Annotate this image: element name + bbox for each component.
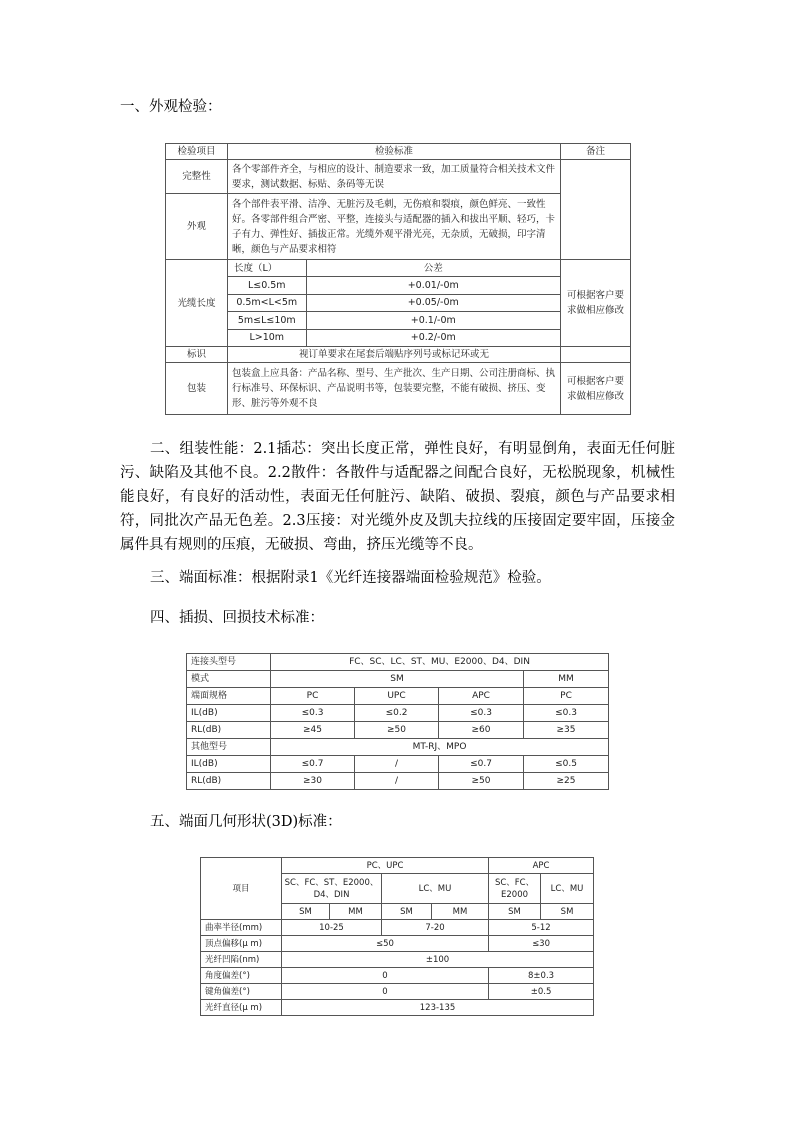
label-item: 项目 [201,858,282,920]
tolerance-value: +0.2/-0m [306,329,560,346]
header-remark: 备注 [561,144,631,160]
mode-mm: MM [524,671,609,688]
mode-cell: SM [282,904,330,920]
label-rl: RL(dB) [187,773,271,790]
length-value: 0.5m<L<5m [228,294,306,311]
label-fiber-height: 光纤凹陷(nm) [201,952,282,968]
item-completeness: 完整性 [166,160,228,194]
table-cell: PC [271,688,355,705]
table-cell: ≥35 [524,722,609,739]
label-mode: 模式 [187,671,271,688]
table-cell: 7-20 [382,920,489,936]
other-types: MT-RJ、MPO [271,739,609,756]
table-cell: APC [439,688,524,705]
table-cell: 0 [282,984,489,1000]
table-cell: ≥30 [271,773,355,790]
remark-packing: 可根据客户要求做相应修改 [561,363,631,415]
table-cell: ±100 [282,952,594,968]
table-cell: ≤0.3 [524,705,609,722]
table-cell: ≤0.7 [271,756,355,773]
col-length: 长度（L） [228,260,306,277]
label-key-deviation: 键角偏差(°) [201,984,282,1000]
table-cell: ≤0.7 [439,756,524,773]
table-cell: 5-12 [489,920,594,936]
label-il: IL(dB) [187,756,271,773]
standard-completeness: 各个零部件齐全，与相应的设计、制造要求一致，加工质量符合相关技术文件要求，测试数据、标贴、条码等无误 [228,160,561,194]
table-cell: ≤0.2 [355,705,439,722]
connector-group: LC、MU [382,874,489,904]
table-cell: 8±0.3 [489,968,594,984]
label-apex-offset: 顶点偏移(μ m) [201,936,282,952]
label-connector-type: 连接头型号 [187,654,271,671]
table-cell: ≤30 [489,936,594,952]
table-cell: 123-135 [282,1000,594,1016]
table-cell: ≤0.3 [439,705,524,722]
standard-appearance: 各个部件表平滑、洁净、无脏污及毛刺，无伤痕和裂痕，颜色鲜亮、一致性好。各零部件组合严密、平整，连接头与适配器的插入和拔出平顺、轻巧，卡子有力、弹性好、插拔正常。光缆外观平滑光亮，无杂质，无破损，印字清晰，颜色与产品要求相符 [228,194,561,260]
group-pc-upc: PC、UPC [282,858,489,874]
length-value: L>10m [228,329,306,346]
remark-empty [561,347,631,363]
label-rl: RL(dB) [187,722,271,739]
section1-heading: 一、外观检验： [120,99,222,115]
connector-group: SC、FC、ST、E2000、D4、DIN [282,874,382,904]
table-cell: ≤50 [282,936,489,952]
item-packing: 包装 [166,363,228,415]
label-fiber-diameter: 光纤直径(μ m) [201,1000,282,1016]
label-angle-deviation: 角度偏差(°) [201,968,282,984]
remark-cable-length: 可根据客户要求做相应修改 [561,260,631,347]
table-cell: ≥50 [439,773,524,790]
table-cell: 10-25 [282,920,382,936]
table-cell: PC [524,688,609,705]
loss-standard-table [186,653,609,790]
connector-group: SC、FC、E2000 [489,874,541,904]
mode-cell: MM [330,904,382,920]
mode-cell: MM [432,904,489,920]
label-radius: 曲率半径(mm) [201,920,282,936]
length-value: L≤0.5m [228,277,306,294]
assembly-performance-paragraph: 二、组装性能：2.1插芯：突出长度正常，弹性良好，有明显倒角，表面无任何脏污、缺陷及其他不良。2.2散件：各散件与适配器之间配合良好，无松脱现象，机械性能良好，有良好的活动性，表面无任何脏污、缺陷、破损、裂痕，颜色与产品要求相符，同批次产品无色差。2.3压接：对光缆外皮及凯夫拉线的压接固定要牢固，压接金属件具有规则的压痕，无破损、弯曲，挤压光缆等不良。 [120,441,675,553]
table-cell: UPC [355,688,439,705]
label-other-types: 其他型号 [187,739,271,756]
mode-cell: SM [541,904,594,920]
endface-geometry-table [200,857,594,1016]
section5-heading: 五、端面几何形状(3D)标准： [150,814,342,830]
tolerance-value: +0.05/-0m [306,294,560,311]
connector-types: FC、SC、LC、ST、MU、E2000、D4、DIN [271,654,609,671]
mode-cell: SM [382,904,432,920]
standard-packing: 包装盒上应具备：产品名称、型号、生产批次、生产日期、公司注册商标、执行标准号、环保标识、产品说明书等，包装要完整，不能有破损、挤压、变形、脏污等外观不良 [228,363,561,415]
table-cell: ≥45 [271,722,355,739]
group-apc: APC [489,858,594,874]
header-inspection-standard: 检验标准 [228,144,561,160]
table-cell: ≤0.5 [524,756,609,773]
item-appearance: 外观 [166,194,228,260]
section3-paragraph: 三、端面标准：根据附录1《光纤连接器端面检验规范》检验。 [150,570,551,586]
mode-sm: SM [271,671,524,688]
table-cell: ±0.5 [489,984,594,1000]
section4-heading: 四、插损、回损技术标准： [150,610,324,626]
mode-cell: SM [489,904,541,920]
table-cell: ≥25 [524,773,609,790]
length-tolerance-subtable [228,260,560,346]
table-cell: ≥50 [355,722,439,739]
standard-marking: 视订单要求在尾套后端贴序列号或标记环或无 [228,347,561,363]
col-tolerance: 公差 [306,260,560,277]
table-cell: / [355,756,439,773]
table-cell: ≥60 [439,722,524,739]
item-marking: 标识 [166,347,228,363]
label-il: IL(dB) [187,705,271,722]
item-cable-length: 光缆长度 [166,260,228,347]
appearance-inspection-table [165,143,631,415]
table-cell: / [355,773,439,790]
label-endface-spec: 端面规格 [187,688,271,705]
tolerance-value: +0.01/-0m [306,277,560,294]
table-cell: ≤0.3 [271,705,355,722]
header-inspection-item: 检验项目 [166,144,228,160]
tolerance-value: +0.1/-0m [306,312,560,329]
remark-empty [561,160,631,260]
connector-group: LC、MU [541,874,594,904]
table-cell: 0 [282,968,489,984]
length-value: 5m≤L≤10m [228,312,306,329]
